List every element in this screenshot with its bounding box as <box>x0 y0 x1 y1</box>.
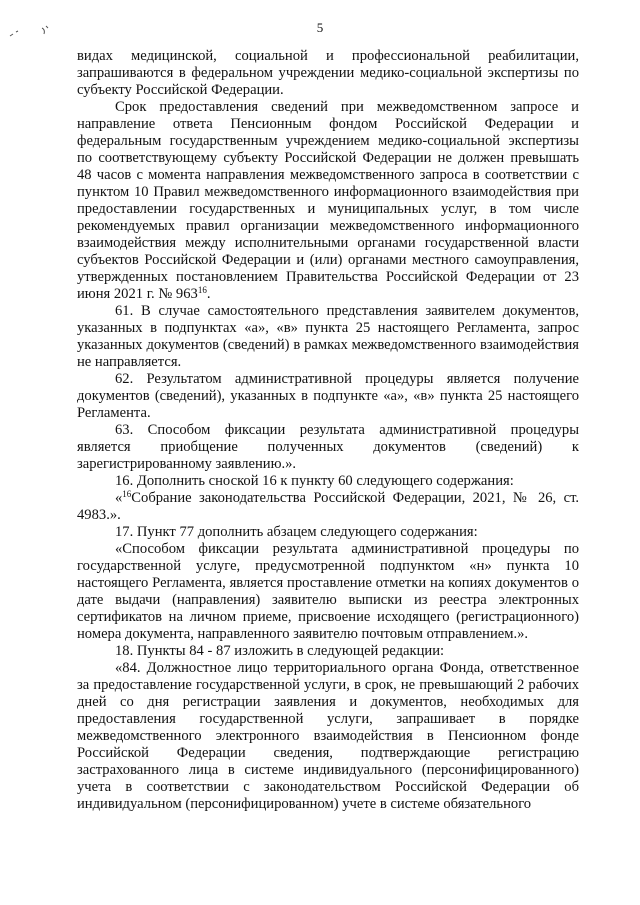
paragraph: «84. Должностное лицо территориального органа Фонда, ответственное за предоставление государственной услуги, в срок, не превышающий 2 рабочих дней со дня регистрации заявления и документов, необходимых для предоставления государственной услуги, запрашивает в порядке межведомственного электронного взаимодействия в Пенсионном фонде Российской Федерации сведения, подтверждающие регистрацию застрахованного лица в системе индивидуального (персонифицированного) учета в соответствии с законодательством Российской Федерации об индивидуальном (персонифицированном) учете в системе обязательного <box>77 660 579 812</box>
footnote-paragraph: «$^{16}$Собрание законодательства Российской Федерации, 2021, № 26, ст. 4983.». <box>77 489 579 523</box>
footnote-ref: 16 <box>197 285 207 295</box>
page-number: 5 <box>316 20 324 35</box>
paragraph: 16. Дополнить сноской 16 к пункту 60 следующего содержания: <box>115 473 514 489</box>
document-body <box>77 48 579 813</box>
paragraph: видах медицинской, социальной и профессиональной реабилитации, запрашиваются в федеральном учреждении медико-социальной экспертизы по субъекту Российской Федерации. <box>77 48 579 98</box>
footnote-ref: 16 <box>122 489 132 499</box>
paragraph: 63. Способом фиксации результата административной процедуры является приобщение полученных документов (сведений) к зарегистрированному заявлению.». <box>77 422 579 472</box>
paragraph: 18. Пункты 84 - 87 изложить в следующей редакции: <box>115 643 445 659</box>
paragraph: 17. Пункт 77 дополнить абзацем следующего содержания: <box>115 524 478 540</box>
paragraph: Срок предоставления сведений при межведомственном запросе и направление ответа Пенсионным фондом Российской Федерации и федеральным государственным учреждением медико-социальной экспертизы по соответствующему субъекту Российской Федерации не должен превышать 48 часов с момента направления межведомственного запроса в соответствии с пунктом 10 Правил межведомственного информационного взаимодействия при предоставлении государственных и муниципальных услуг, в том числе рекомендуемых правил организации межведомственного информационного взаимодействия между исполнительными органами государственной власти субъектов Российской Федерации и (или) органами местного самоуправления, утвержденных постановлением Правительства Российской Федерации от 23 июня 2021 г. № $963^{16}$. <box>77 99 579 302</box>
paragraph: 62. Результатом административной процедуры является получение документов (сведений), указанных в подпункте «а», «в» пункта 25 настоящего Регламента. <box>77 371 579 421</box>
paragraph: 61. В случае самостоятельного представления заявителем документов, указанных в подпунктах «а», «в» пункта 25 настоящего Регламента, запрос указанных документов (сведений) в рамках межведомственного взаимодействия не направляется. <box>77 303 579 370</box>
paragraph: «Способом фиксации результата административной процедуры по государственной услуге, предусмотренной подпунктом «н» пункта 10 настоящего Регламента, является проставление отметки на копиях документов о дате выдачи (направления) заявителю выписки из реестра электронных сертификатов на личном приеме, присвоение исходящего (регистрационного) номера документа, направленного заявителю почтовым отправлением.». <box>77 541 579 642</box>
